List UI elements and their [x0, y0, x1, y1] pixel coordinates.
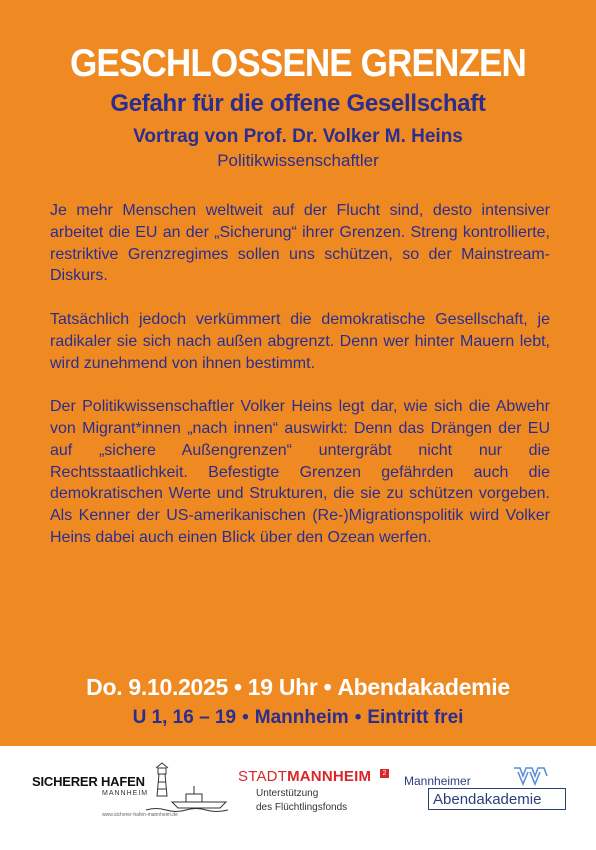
event-city: Mannheim	[254, 707, 349, 728]
lighthouse-ship-icon	[142, 762, 232, 814]
abendakademie-logo	[404, 766, 574, 816]
event-admission: Eintritt frei	[367, 707, 464, 728]
body-text	[50, 200, 550, 549]
abendakademie-top: Mannheimer	[404, 774, 471, 788]
speaker-role: Politikwissenschaftler	[217, 151, 379, 170]
stadt-mannheim-square-icon: 2	[380, 769, 389, 778]
stadt-text: STADT	[238, 768, 288, 785]
headline: GESCHLOSSENE GRENZEN	[70, 42, 526, 85]
abendakademie-icon	[512, 766, 552, 788]
event-room: U 1, 16 – 19	[132, 707, 237, 728]
sicherer-hafen-logo	[32, 762, 232, 822]
event-venue: Abendakademie	[337, 674, 510, 700]
abendakademie-box	[428, 788, 566, 810]
separator: •	[354, 707, 362, 728]
mannheim-text: MANNHEIM	[287, 768, 372, 785]
paragraph-2: Tatsächlich jedoch verkümmert die demokratische Gesellschaft, je radikaler sie sich nach außen abgrenzt. Denn wer hinter Mauern lebt, wird zunehmend von ihnen bestimmt.	[50, 310, 550, 372]
event-date-line	[0, 676, 596, 699]
separator: •	[234, 674, 242, 700]
event-date: Do. 9.10.2025	[86, 674, 229, 700]
separator: •	[323, 674, 332, 700]
stadt-mannheim-logo	[238, 768, 398, 828]
event-location-line	[0, 708, 596, 727]
stadt-mannheim-name	[238, 768, 371, 785]
subtitle: Gefahr für die offene Gesellschaft	[110, 90, 486, 117]
sicherer-hafen-url: www.sicherer-hafen-mannheim.de	[102, 812, 178, 818]
speaker-line: Vortrag von Prof. Dr. Volker M. Heins	[133, 126, 463, 147]
stadt-line-1: Unterstützung	[256, 788, 319, 799]
separator: •	[242, 707, 249, 728]
sicherer-hafen-name: SICHERER HAFEN	[32, 774, 145, 789]
stadt-line-2: des Flüchtlingsfonds	[256, 802, 348, 813]
abendakademie-name: Abendakademie	[433, 791, 542, 808]
paragraph-3: Der Politikwissenschaftler Volker Heins legt dar, wie sich die Abwehr von Migrant*innen „nach innen“ auswirkt: Denn das Drängen der EU auf „sichere Außengrenzen“ untergräbt nicht nur die Rechtsstaatlichkeit. Befestigte Grenzen gefährden auch die demokratischen Werte und Strukturen, die sie zu schützen vorgeben. Als Kenner der US-amerikanischen (Re-)Migrationspolitik wird Volker Heins dabei auch einen Blick über den Ozean werfen.	[50, 398, 550, 546]
sicherer-hafen-city: MANNHEIM	[102, 790, 149, 797]
event-time: 19 Uhr	[247, 674, 318, 700]
paragraph-1: Je mehr Menschen weltweit auf der Flucht sind, desto intensiver arbeitet die EU an der „Sicherung“ ihrer Grenzen. Streng kontrollierte, restriktive Grenzregimes sollen uns schützen, so der Mainstream-Diskurs.	[50, 202, 550, 285]
